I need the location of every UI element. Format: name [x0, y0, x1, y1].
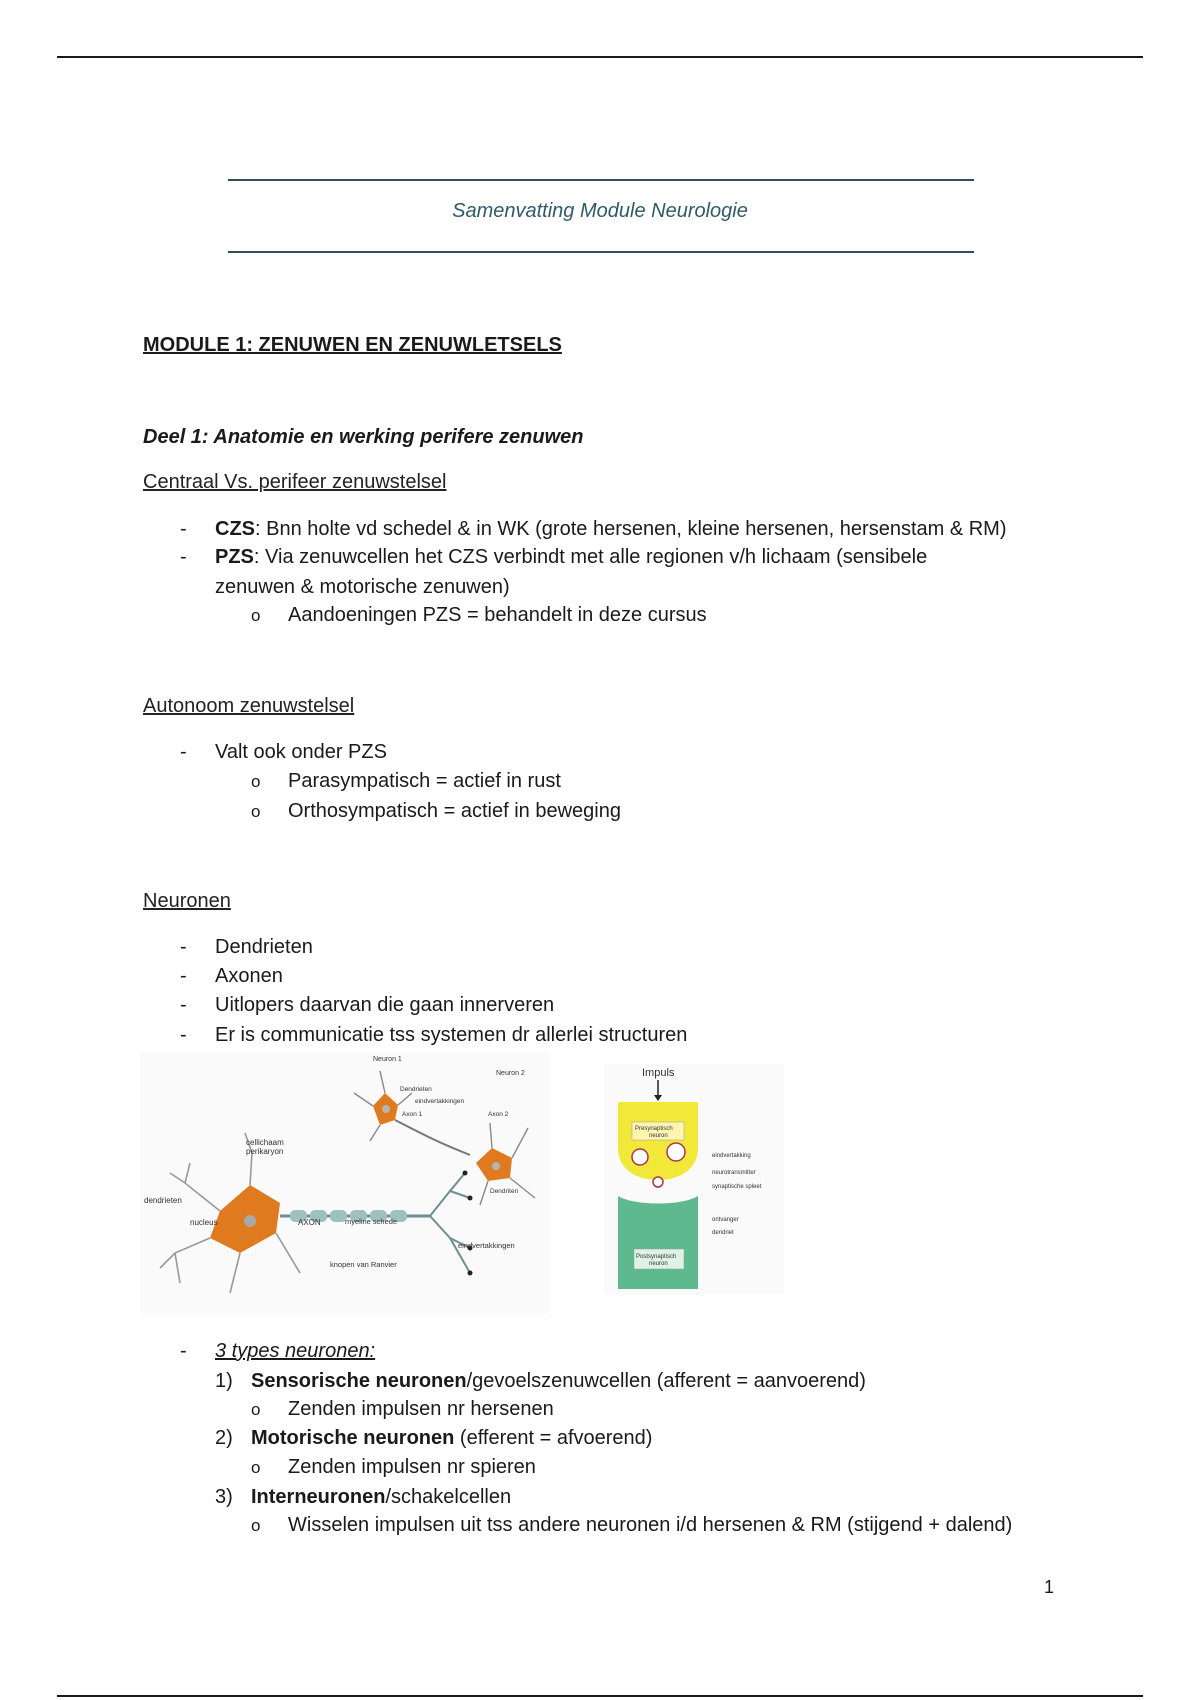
label-dendrites-2: Dendrieten — [400, 1086, 432, 1093]
label-impulse: Impuls — [642, 1067, 675, 1079]
list-item-extensions: Uitlopers daarvan die gaan innerveren — [215, 994, 555, 1016]
label-myelin: myeline schede — [345, 1217, 398, 1226]
text-sensory: /gevoelszenuwcellen (afferent = aanvoerend) — [466, 1370, 866, 1392]
circle-bullet: o — [251, 1516, 261, 1535]
label-cleft: synaptische spleet — [712, 1184, 762, 1190]
list-item-autonomous: Valt ook onder PZS — [215, 741, 387, 763]
sub-item-parasympathetic: Parasympatisch = actief in rust — [288, 770, 561, 792]
term-interneurons: Interneuronen — [251, 1486, 386, 1508]
list-item-motor — [251, 1427, 652, 1450]
section-heading-autonomous: Autonoom zenuwstelsel — [143, 695, 355, 717]
label-endings: eindvertakkingen — [458, 1241, 515, 1250]
label-ending: eindvertakking — [712, 1153, 751, 1159]
document-title: Samenvatting Module Neurologie — [452, 200, 748, 222]
term-sensory: Sensorische neuronen — [251, 1370, 467, 1392]
label-cellbody: cellichaam — [246, 1138, 284, 1147]
text-pzs: : Via zenuwcellen het CZS verbindt met alle regionen v/h lichaam (sensibele — [253, 546, 928, 568]
vesicle — [632, 1149, 648, 1165]
label-presynaptic: Presynaptisch — [635, 1126, 673, 1132]
label-axon: AXON — [298, 1218, 321, 1227]
list-item-sensory — [251, 1370, 866, 1393]
sub-item-sensory: Zenden impulsen nr hersenen — [288, 1398, 554, 1420]
circle-bullet: o — [251, 802, 261, 821]
label-neuron2: Neuron 2 — [496, 1070, 525, 1077]
list-item-axons: Axonen — [215, 965, 283, 987]
vesicle — [667, 1143, 685, 1161]
circle-bullet: o — [251, 772, 261, 791]
synapse-diagram — [604, 1064, 784, 1294]
text-motor: (efferent = afvoerend) — [454, 1427, 653, 1449]
list-item-interneurons — [251, 1486, 511, 1509]
list-item-pzs-continued: zenuwen & motorische zenuwen) — [215, 576, 510, 598]
dash-bullet: - — [180, 936, 187, 958]
list-item-dendrites: Dendrieten — [215, 936, 313, 958]
label-axon1: Axon 1 — [402, 1111, 423, 1118]
list-item-pzs — [215, 546, 927, 569]
label-dendrites-3: Dendriten — [490, 1188, 519, 1195]
dash-bullet: - — [180, 1340, 187, 1362]
label-transmitter: neurotransmitter — [712, 1170, 756, 1176]
dash-bullet: - — [180, 994, 187, 1016]
circle-bullet: o — [251, 606, 261, 625]
page-bottom-rule — [57, 1695, 1143, 1697]
sub-item-motor: Zenden impulsen nr spieren — [288, 1456, 536, 1478]
figure-background — [140, 1053, 550, 1313]
label-dendrites: dendrieten — [144, 1196, 182, 1205]
vesicle — [653, 1177, 663, 1187]
neuron-diagram — [140, 1053, 550, 1313]
label-receptor: ontvanger — [712, 1217, 739, 1223]
text-czs: : Bnn holte vd schedel & in WK (grote hersenen, kleine hersenen, hersenstam & RM) — [255, 518, 1007, 540]
list-number: 2) — [215, 1427, 233, 1449]
presynaptic-terminal — [618, 1102, 698, 1180]
title-top-rule — [228, 179, 974, 181]
label-presynaptic-neuron: neuron — [649, 1133, 668, 1139]
dash-bullet: - — [180, 741, 187, 763]
section-heading-neurons: Neuronen — [143, 890, 231, 912]
label-nucleus: nucleus — [190, 1218, 218, 1227]
sub-item-pzs-conditions: Aandoeningen PZS = behandelt in deze cursus — [288, 604, 707, 626]
dash-bullet: - — [180, 1024, 187, 1046]
circle-bullet: o — [251, 1400, 261, 1419]
term-pzs: PZS — [215, 546, 254, 568]
label-perikaryon: perikaryon — [246, 1147, 284, 1156]
postsynaptic-neuron — [618, 1196, 698, 1289]
list-item-czs — [215, 518, 1007, 541]
list-number: 3) — [215, 1486, 233, 1508]
term-motor: Motorische neuronen — [251, 1427, 455, 1449]
label-neuron1: Neuron 1 — [373, 1056, 402, 1063]
section-heading-czs-pzs: Centraal Vs. perifeer zenuwstelsel — [143, 471, 447, 493]
page-number: 1 — [1044, 1577, 1055, 1597]
label-ranvier: knopen van Ranvier — [330, 1260, 397, 1269]
label-postsynaptic: Postsynaptisch — [636, 1254, 677, 1260]
sub-item-orthosympathetic: Orthosympatisch = actief in beweging — [288, 800, 621, 822]
label-postsynaptic-neuron: neuron — [649, 1261, 668, 1267]
section-heading-types: 3 types neuronen: — [215, 1340, 376, 1362]
text-interneurons: /schakelcellen — [385, 1486, 512, 1508]
title-bottom-rule — [228, 251, 974, 253]
dash-bullet: - — [180, 546, 187, 568]
part-heading: Deel 1: Anatomie en werking perifere zenuwen — [143, 426, 584, 448]
dash-bullet: - — [180, 965, 187, 987]
term-czs: CZS — [215, 518, 255, 540]
page-top-rule — [57, 56, 1143, 58]
label-endings-2: eindvertakkingen — [415, 1098, 465, 1105]
sub-item-interneurons: Wisselen impulsen uit tss andere neuronen i/d hersenen & RM (stijgend + dalend) — [288, 1514, 1013, 1536]
module-heading: MODULE 1: ZENUWEN EN ZENUWLETSELS — [143, 334, 562, 356]
list-item-communication: Er is communicatie tss systemen dr allerlei structuren — [215, 1024, 688, 1046]
label-dendrite: dendriet — [712, 1230, 734, 1236]
dash-bullet: - — [180, 518, 187, 540]
list-number: 1) — [215, 1370, 233, 1392]
circle-bullet: o — [251, 1458, 261, 1477]
label-axon2: Axon 2 — [488, 1111, 509, 1118]
